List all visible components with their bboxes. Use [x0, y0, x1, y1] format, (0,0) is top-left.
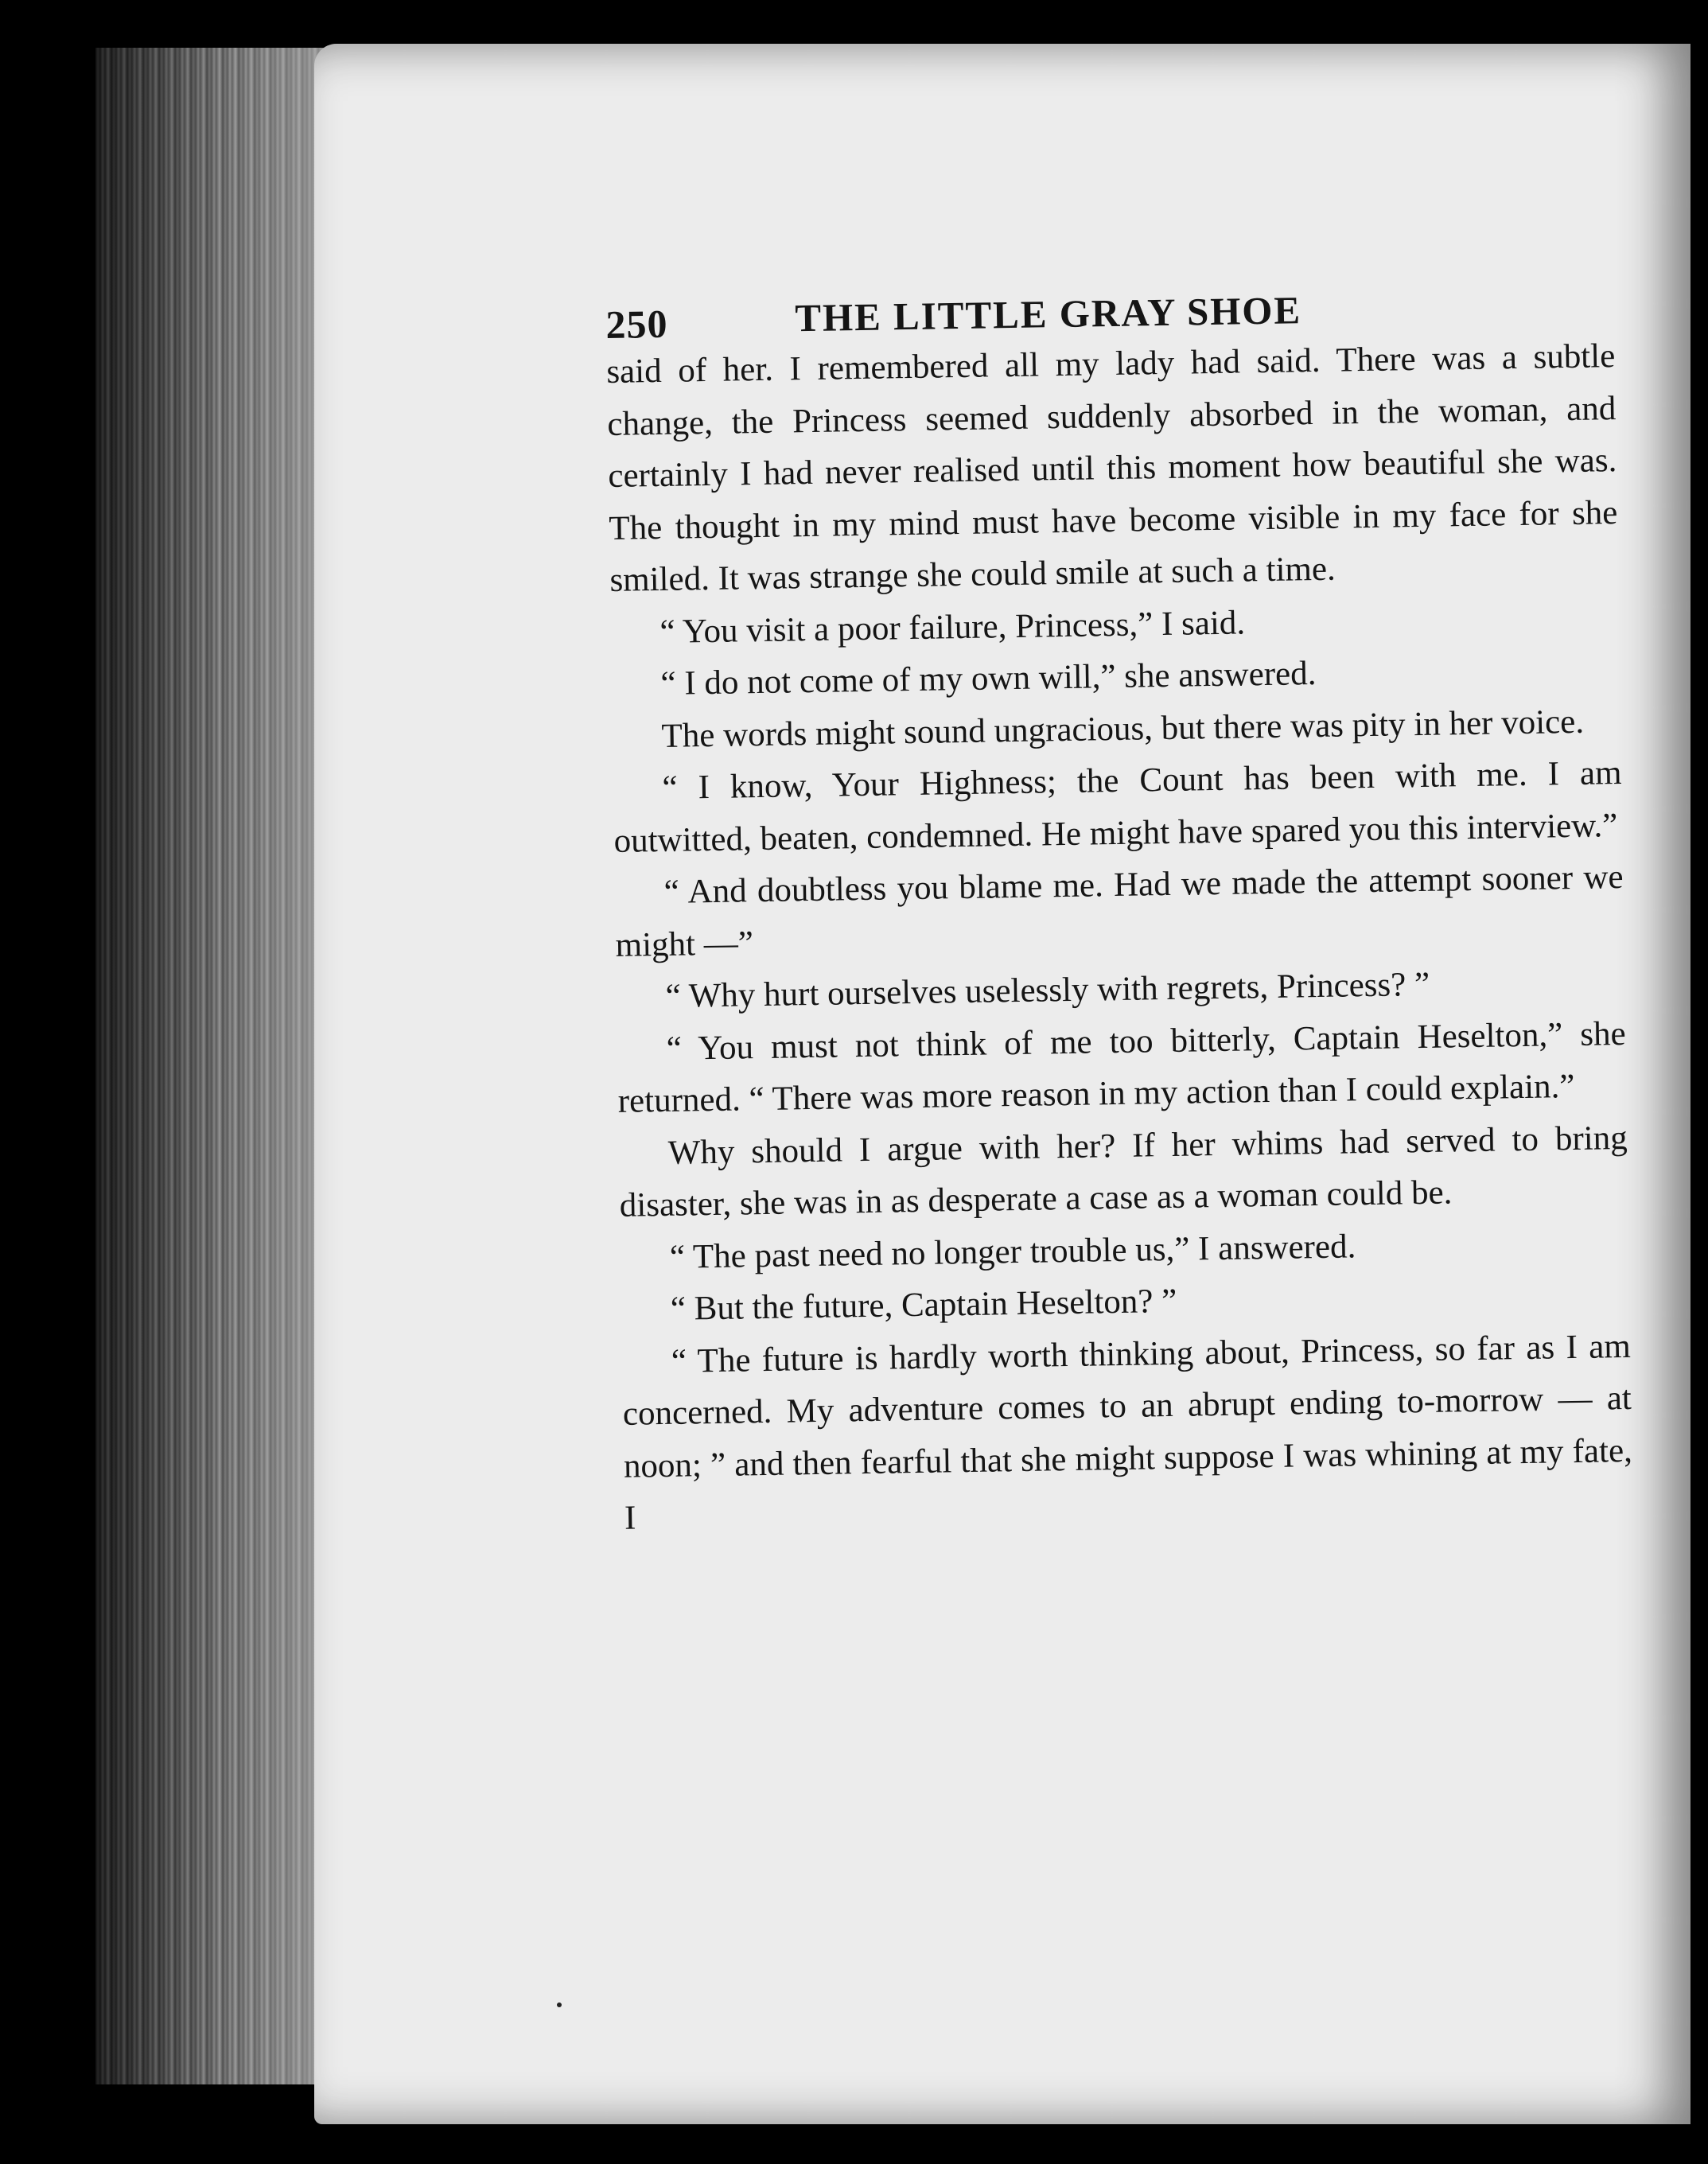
- paragraph: “ I know, Your Highness; the Count has been with me. I am outwitted, beaten, condemned. He might have spared you this interview.”: [613, 754, 1622, 860]
- paragraph: The words might sound ungracious, but there was pity in her voice.: [661, 703, 1585, 755]
- running-head: [605, 236, 1615, 346]
- body-text: [606, 330, 1634, 1544]
- paragraph: “ Why hurt ourselves uselessly with regrets, Princess? ”: [665, 965, 1430, 1015]
- paragraph: Why should I argue with her? If her whims had served to bring disaster, she was in as desperate a case as a woman could be.: [619, 1119, 1628, 1224]
- book-page: [314, 44, 1690, 2124]
- paragraph: “ I do not come of my own will,” she answered.: [660, 655, 1317, 703]
- paragraph: “ And doubtless you blame me. Had we made the attempt sooner we might —”: [615, 858, 1624, 964]
- page-number: 250: [605, 301, 668, 347]
- paragraph: “ The future is hardly worth thinking about, Princess, so far as I am concerned. My adventure comes to an abrupt ending to-morrow — at noon; ” and then fearful that she might suppose I was whining at my fate, I: [622, 1327, 1633, 1537]
- paragraph: “ You must not think of me too bitterly, Captain Heselton,” she returned. “ There was more reason in my action than I could explain.”: [617, 1014, 1626, 1120]
- paragraph: said of her. I remembered all my lady had said. There was a subtle change, the Princess seemed suddenly absorbed in the woman, and certainly I had never realised until this moment how beautiful she was. The thought in my mind must have become visible in my face for she smiled. It was strange she could smile at such a time.: [605, 337, 1618, 599]
- book-page-edges: [95, 48, 334, 2084]
- paragraph: “ You visit a poor failure, Princess,” I said.: [659, 603, 1246, 651]
- paragraph: “ The past need no longer trouble us,” I answered.: [669, 1227, 1356, 1276]
- running-title: THE LITTLE GRAY SHOE: [794, 288, 1302, 341]
- paragraph: “ But the future, Captain Heselton? ”: [670, 1282, 1177, 1328]
- page-content: [605, 236, 1633, 1544]
- margin-speck: [557, 2002, 562, 2007]
